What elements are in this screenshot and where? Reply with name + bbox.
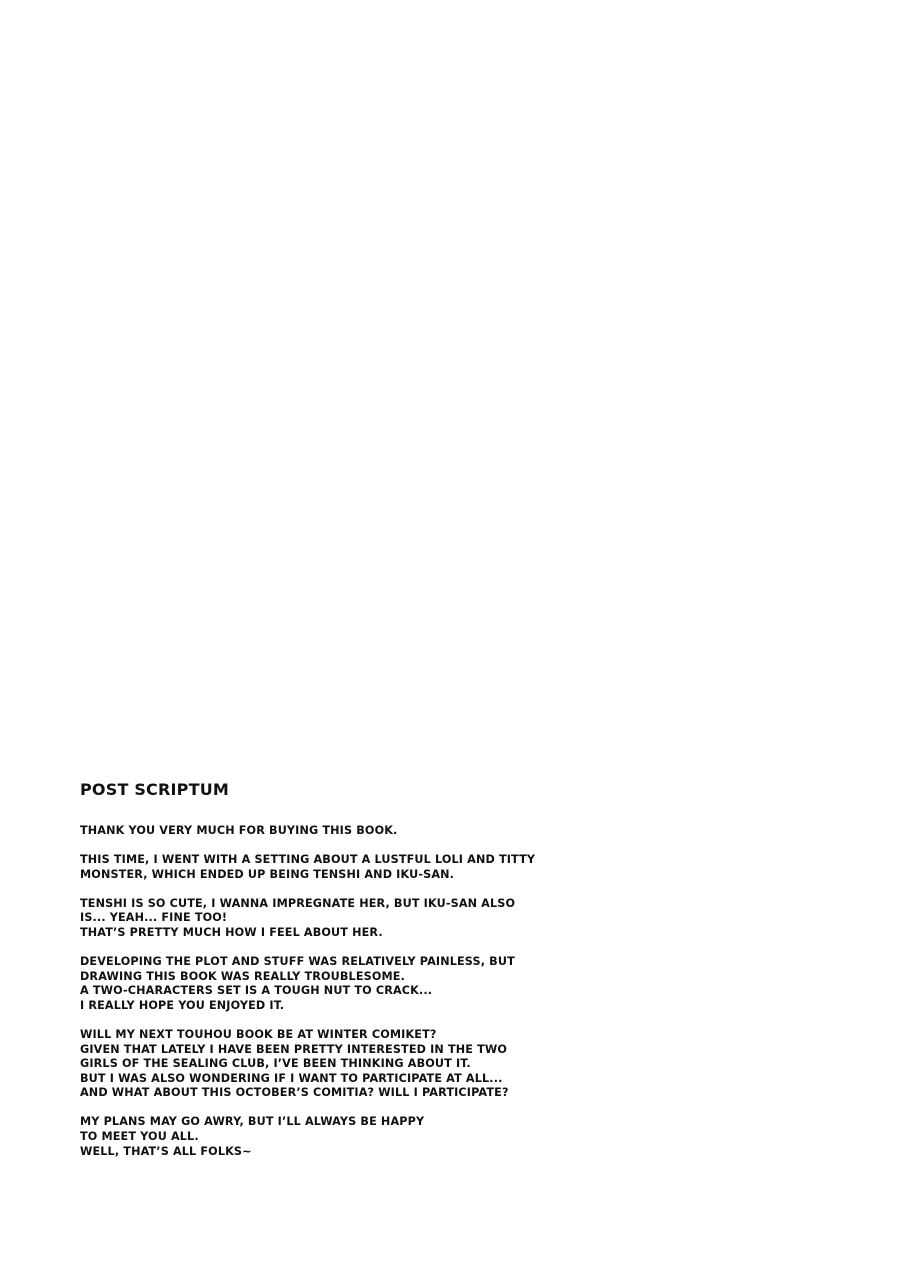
text-line: DRAWING THIS BOOK WAS REALLY TROUBLESOME. bbox=[80, 969, 405, 983]
text-line: WILL MY NEXT TOUHOU BOOK BE AT WINTER COMIKET? bbox=[80, 1027, 437, 1041]
text-line: THAT’S PRETTY MUCH HOW I FEEL ABOUT HER. bbox=[80, 925, 383, 939]
text-line: GIRLS OF THE SEALING CLUB, I’VE BEEN THINKING ABOUT IT. bbox=[80, 1057, 471, 1071]
text-line: MONSTER, WHICH ENDED UP BEING TENSHI AND IKU-SAN. bbox=[80, 867, 455, 881]
text-line: GIVEN THAT LATELY I HAVE BEEN PRETTY INTERESTED IN THE TWO bbox=[80, 1042, 508, 1056]
text-line: DEVELOPING THE PLOT AND STUFF WAS RELATIVELY PAINLESS, BUT bbox=[80, 955, 515, 969]
text-line: TO MEET YOU ALL. bbox=[80, 1130, 199, 1143]
paragraph-setting bbox=[80, 853, 600, 882]
text-line: A TWO-CHARACTERS SET IS A TOUGH NUT TO CRACK... bbox=[80, 984, 433, 998]
text-line: AND WHAT ABOUT THIS OCTOBER’S COMITIA? WILL I PARTICIPATE? bbox=[80, 1086, 509, 1100]
paragraph-thanks bbox=[80, 824, 600, 839]
text-line: TENSHI IS SO CUTE, I WANNA IMPREGNATE HER, BUT IKU-SAN ALSO bbox=[80, 896, 516, 910]
text-line: I REALLY HOPE YOU ENJOYED IT. bbox=[80, 998, 285, 1012]
postscript-title: POST SCRIPTUM bbox=[80, 780, 230, 799]
paragraph-next-book bbox=[80, 1028, 600, 1101]
paragraph-development bbox=[80, 955, 600, 1013]
text-line: MY PLANS MAY GO AWRY, BUT I’LL ALWAYS BE HAPPY bbox=[80, 1115, 425, 1129]
postscript-section bbox=[80, 780, 600, 1174]
text-line: THIS TIME, I WENT WITH A SETTING ABOUT A LUSTFUL LOLI AND TITTY bbox=[80, 853, 536, 867]
text-line: IS... YEAH... FINE TOO! bbox=[80, 911, 228, 925]
paragraph-closing bbox=[80, 1115, 600, 1159]
text-line: THANK YOU VERY MUCH FOR BUYING THIS BOOK. bbox=[80, 824, 398, 837]
paragraph-characters bbox=[80, 897, 600, 941]
text-line: WELL, THAT’S ALL FOLKS~ bbox=[80, 1144, 252, 1158]
text-line: BUT I WAS ALSO WONDERING IF I WANT TO PARTICIPATE AT ALL... bbox=[80, 1071, 503, 1085]
